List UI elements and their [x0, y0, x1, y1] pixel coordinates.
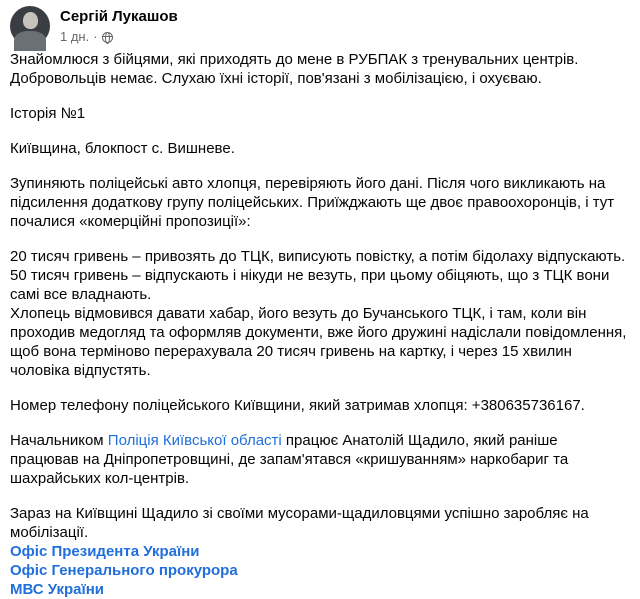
tag-interior-ministry[interactable]: МВС України	[10, 581, 105, 598]
paragraph-now: Зараз на Київщині Щадило зі своїми мусорами-щадиловцями успішно заробляє на мобілізації.	[10, 505, 589, 541]
paragraph-intro: Знайомлюся з бійцями, які приходять до мене в РУБПАК з тренувальних центрів. Добровольців немає. Слухаю їхні історії, пов'язані з мобілізацією, і охуєваю.	[10, 51, 579, 87]
paragraph-chief	[10, 431, 630, 488]
chief-text-after: працює Анатолій Щадило, який раніше працював на Дніпропетровщині, де запам'ятався «кришуванням» наркобариг та шахрайських кол-центрів.	[10, 432, 569, 487]
separator: ·	[93, 29, 98, 44]
paragraph-location: Київщина, блокпост с. Вишневе.	[10, 140, 235, 157]
avatar[interactable]	[10, 6, 50, 46]
post-meta	[60, 8, 178, 44]
paragraph-phone: Номер телефону поліцейського Київщини, який затримав хлопця: +380635736167.	[10, 397, 585, 414]
avatar-head	[23, 12, 38, 29]
paragraph-offer-20: 20 тисяч гривень – привозять до ТЦК, виписують повістку, а потім бідолаху відпускають.	[10, 248, 626, 265]
author-name[interactable]: Сергій Лукашов	[60, 8, 178, 25]
tag-president-office[interactable]: Офіс Президента України	[10, 543, 200, 560]
post-time[interactable]: 1 дн.	[60, 29, 90, 44]
police-page-link[interactable]: Поліція Київської області	[107, 432, 282, 449]
globe-icon[interactable]	[102, 32, 113, 43]
tag-prosecutor-office[interactable]: Офіс Генерального прокурора	[10, 562, 238, 579]
chief-text-before: Начальником	[10, 432, 108, 449]
post-header	[10, 6, 178, 46]
paragraph-stop: Зупиняють поліцейські авто хлопця, перевіряють його дані. Після чого викликають на підсилення додаткову групу поліцейських. Приїжджають ще двоє правоохоронців, і тут почалися «комерційні пропозиції»:	[10, 175, 615, 230]
avatar-body	[14, 31, 46, 51]
post-subline	[60, 30, 178, 44]
paragraph-offer-50: 50 тисяч гривень – відпускають і нікуди не везуть, при цьому обіцяють, що з ТЦК вони самі все владнають.	[10, 267, 610, 303]
paragraph-refused: Хлопець відмовився давати хабар, його везуть до Бучанського ТЦК, і там, коли він проходив медогляд та оформляв документи, вже його дружині надіслали повідомлення, щоб вона терміново перерахувала 20 тисяч гривень на картку, і через 15 хвилин чоловіка відпустять.	[10, 305, 627, 379]
paragraph-story-title: Історія №1	[10, 105, 86, 122]
post-content	[10, 50, 630, 599]
